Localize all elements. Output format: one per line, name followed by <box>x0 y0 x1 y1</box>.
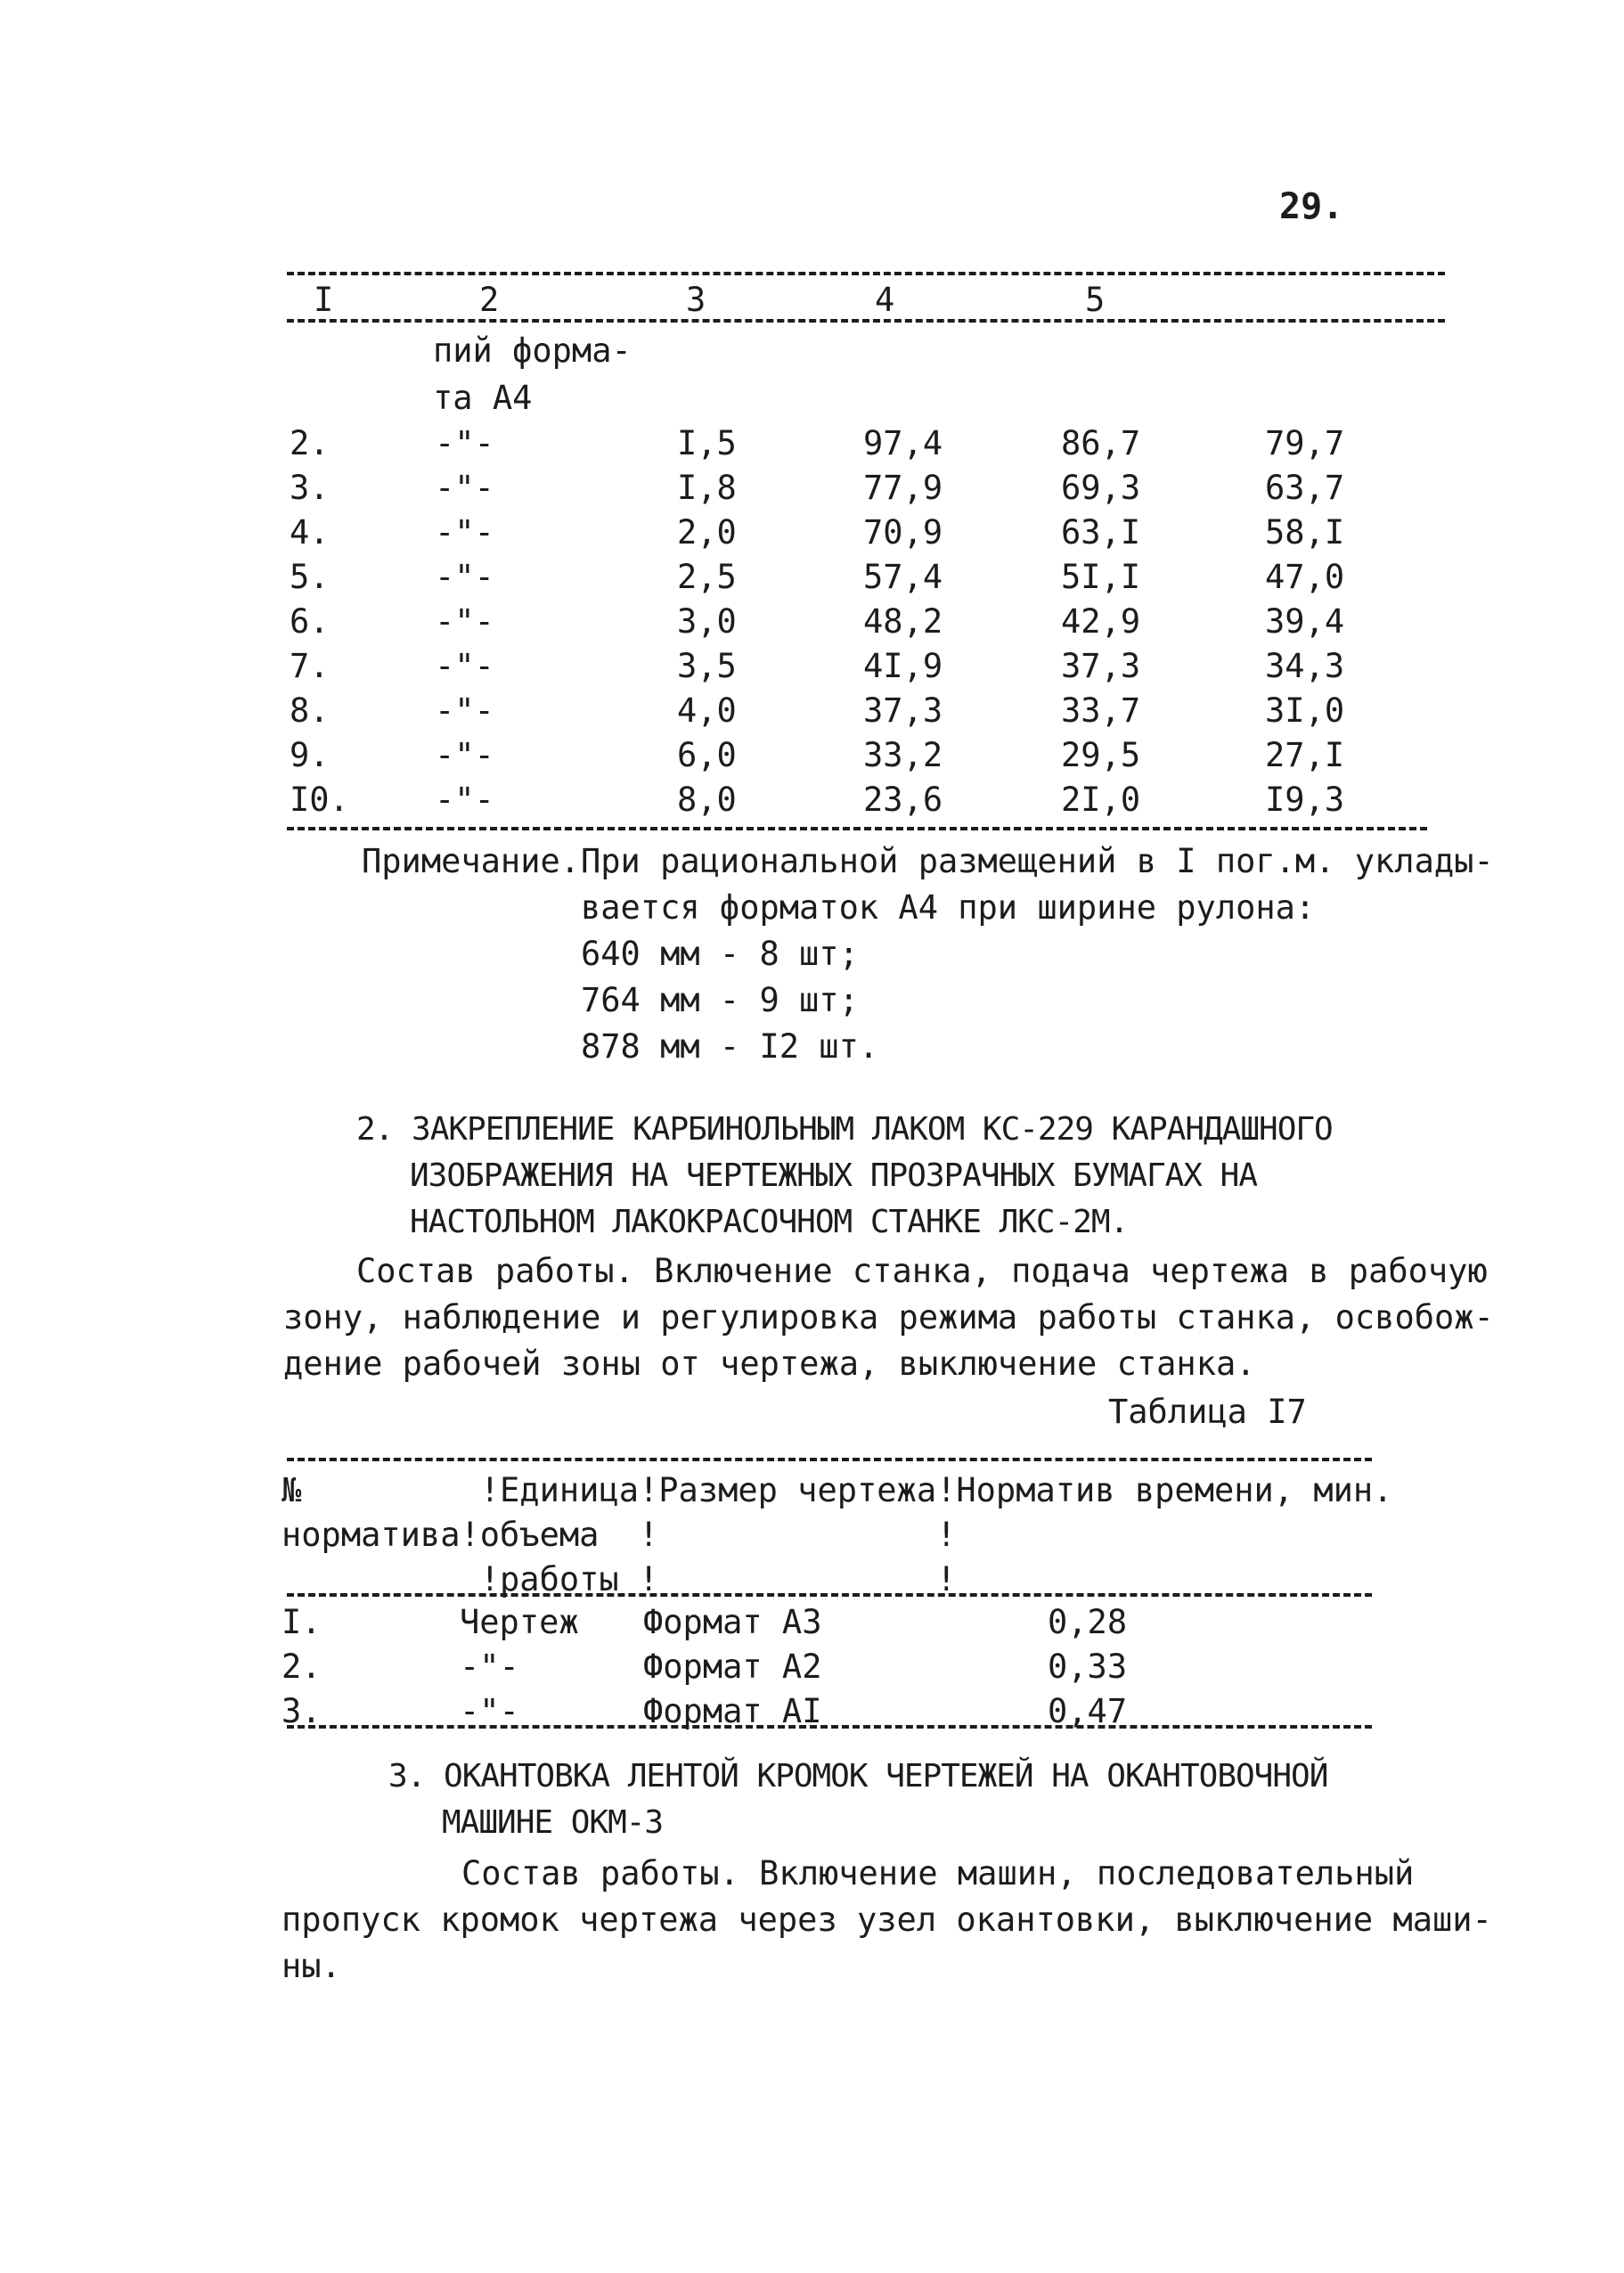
body-text-line: дение рабочей зоны от чертежа, выключение станка. <box>283 1345 1256 1383</box>
value-col-6: 63,7 <box>1265 469 1345 507</box>
ditto-mark: -"- <box>435 602 494 641</box>
value-col-3: 3,5 <box>677 647 737 685</box>
row-number: 9. <box>290 736 330 774</box>
value-col-4: 57,4 <box>863 558 943 596</box>
ditto-mark: -"- <box>435 513 494 552</box>
table-17-header-rule <box>287 1593 1372 1597</box>
row-number: 8. <box>290 691 330 730</box>
continued-cell-line-1: пий форма- <box>433 331 632 370</box>
table-17-header-line: № !Единица!Размер чертежа!Норматив времени, мин. <box>282 1471 1393 1509</box>
value-col-4: 4I,9 <box>863 647 943 685</box>
value-col-3: 8,0 <box>677 781 737 819</box>
value-col-5: 63,I <box>1061 513 1141 552</box>
row-number: 7. <box>290 647 330 685</box>
size-cell: Формат АI <box>643 1692 822 1730</box>
row-number: 2. <box>282 1648 322 1686</box>
body-text-line: ны. <box>282 1947 341 1985</box>
ditto-mark: -"- <box>435 736 494 774</box>
value-col-5: 69,3 <box>1061 469 1141 507</box>
body-text-line: пропуск кромок чертежа через узел окантовки, выключение маши- <box>282 1901 1492 1939</box>
note-item: 878 мм - I2 шт. <box>581 1027 879 1066</box>
note-line-2: вается форматок А4 при ширине рулона: <box>581 888 1316 927</box>
value-col-3: 2,0 <box>677 513 737 552</box>
section-heading-line: 2. ЗАКРЕПЛЕНИЕ КАРБИНОЛЬНЫМ ЛАКОМ КС-229 КАРАНДАШНОГО <box>356 1111 1333 1148</box>
value-col-4: 70,9 <box>863 513 943 552</box>
body-text-line: Состав работы. Включение машин, последовательный <box>461 1854 1415 1893</box>
ditto-mark: -"- <box>435 558 494 596</box>
ditto-mark: -"- <box>435 781 494 819</box>
table-17-bottom-rule <box>287 1725 1372 1729</box>
note-item: 764 мм - 9 шт; <box>581 981 859 1019</box>
row-number: 3. <box>290 469 330 507</box>
table-17-header-line: норматива!объема ! ! <box>282 1516 957 1554</box>
body-text-line: Состав работы. Включение станка, подача чертежа в рабочую <box>356 1252 1488 1290</box>
unit-cell: Чертеж <box>460 1603 579 1641</box>
value-col-4: 33,2 <box>863 736 943 774</box>
value-col-4: 97,4 <box>863 424 943 462</box>
size-cell: Формат А2 <box>643 1648 822 1686</box>
section-heading-line: МАШИНЕ ОКМ-3 <box>442 1804 664 1841</box>
column-number-2: 2 <box>479 281 500 319</box>
table-17-header-line: !работы ! ! <box>282 1560 957 1598</box>
row-number: I. <box>282 1603 322 1641</box>
note-item: 640 мм - 8 шт; <box>581 935 859 973</box>
section-heading-line: НАСТОЛЬНОМ ЛАКОКРАСОЧНОМ СТАНКЕ ЛКС-2М. <box>410 1204 1129 1240</box>
table-1-top-rule <box>287 272 1445 275</box>
value-col-5: 42,9 <box>1061 602 1141 641</box>
value-col-5: 29,5 <box>1061 736 1141 774</box>
value-col-4: 48,2 <box>863 602 943 641</box>
ditto-mark: -"- <box>435 647 494 685</box>
value-col-6: 47,0 <box>1265 558 1345 596</box>
row-number: 4. <box>290 513 330 552</box>
column-number-4: 4 <box>875 281 895 319</box>
value-col-3: I,8 <box>677 469 737 507</box>
note-line-1: При рациональной размещений в I пог.м. уклады- <box>581 842 1494 880</box>
table-1-header-rule <box>287 319 1445 323</box>
ditto-mark: -"- <box>435 691 494 730</box>
ditto-mark: -"- <box>435 469 494 507</box>
value-col-3: 4,0 <box>677 691 737 730</box>
value-col-4: 23,6 <box>863 781 943 819</box>
body-text-line: зону, наблюдение и регулировка режима работы станка, освобож- <box>283 1298 1494 1337</box>
row-number: 2. <box>290 424 330 462</box>
value-col-5: 2I,0 <box>1061 781 1141 819</box>
table-label: Таблица I7 <box>1108 1393 1307 1431</box>
value-col-6: 34,3 <box>1265 647 1345 685</box>
column-number-1: I <box>314 281 334 319</box>
ditto-mark: -"- <box>435 424 494 462</box>
value-col-5: 5I,I <box>1061 558 1141 596</box>
table-1-bottom-rule <box>287 827 1427 830</box>
value-col-4: 77,9 <box>863 469 943 507</box>
row-number: I0. <box>290 781 349 819</box>
row-number: 3. <box>282 1692 322 1730</box>
unit-cell: -"- <box>460 1648 519 1686</box>
value-col-3: 6,0 <box>677 736 737 774</box>
unit-cell: -"- <box>460 1692 519 1730</box>
row-number: 6. <box>290 602 330 641</box>
value-col-6: 39,4 <box>1265 602 1345 641</box>
value-col-3: 3,0 <box>677 602 737 641</box>
continued-cell-line-2: та А4 <box>433 379 533 417</box>
section-heading-line: ИЗОБРАЖЕНИЯ НА ЧЕРТЕЖНЫХ ПРОЗРАЧНЫХ БУМАГАХ НА <box>410 1157 1257 1194</box>
table-17-top-rule <box>287 1458 1372 1461</box>
value-col-5: 37,3 <box>1061 647 1141 685</box>
time-norm-cell: 0,47 <box>1048 1692 1128 1730</box>
size-cell: Формат А3 <box>643 1603 822 1641</box>
column-number-3: 3 <box>686 281 706 319</box>
column-number-5: 5 <box>1085 281 1106 319</box>
time-norm-cell: 0,28 <box>1048 1603 1128 1641</box>
value-col-6: 58,I <box>1265 513 1345 552</box>
page-number: 29. <box>1279 186 1344 227</box>
value-col-5: 86,7 <box>1061 424 1141 462</box>
value-col-6: 79,7 <box>1265 424 1345 462</box>
time-norm-cell: 0,33 <box>1048 1648 1128 1686</box>
value-col-3: I,5 <box>677 424 737 462</box>
value-col-5: 33,7 <box>1061 691 1141 730</box>
row-number: 5. <box>290 558 330 596</box>
section-heading-line: 3. ОКАНТОВКА ЛЕНТОЙ КРОМОК ЧЕРТЕЖЕЙ НА ОКАНТОВОЧНОЙ <box>388 1758 1328 1795</box>
value-col-6: 27,I <box>1265 736 1345 774</box>
value-col-4: 37,3 <box>863 691 943 730</box>
value-col-6: I9,3 <box>1265 781 1345 819</box>
value-col-3: 2,5 <box>677 558 737 596</box>
note-label: Примечание. <box>362 842 581 880</box>
value-col-6: 3I,0 <box>1265 691 1345 730</box>
